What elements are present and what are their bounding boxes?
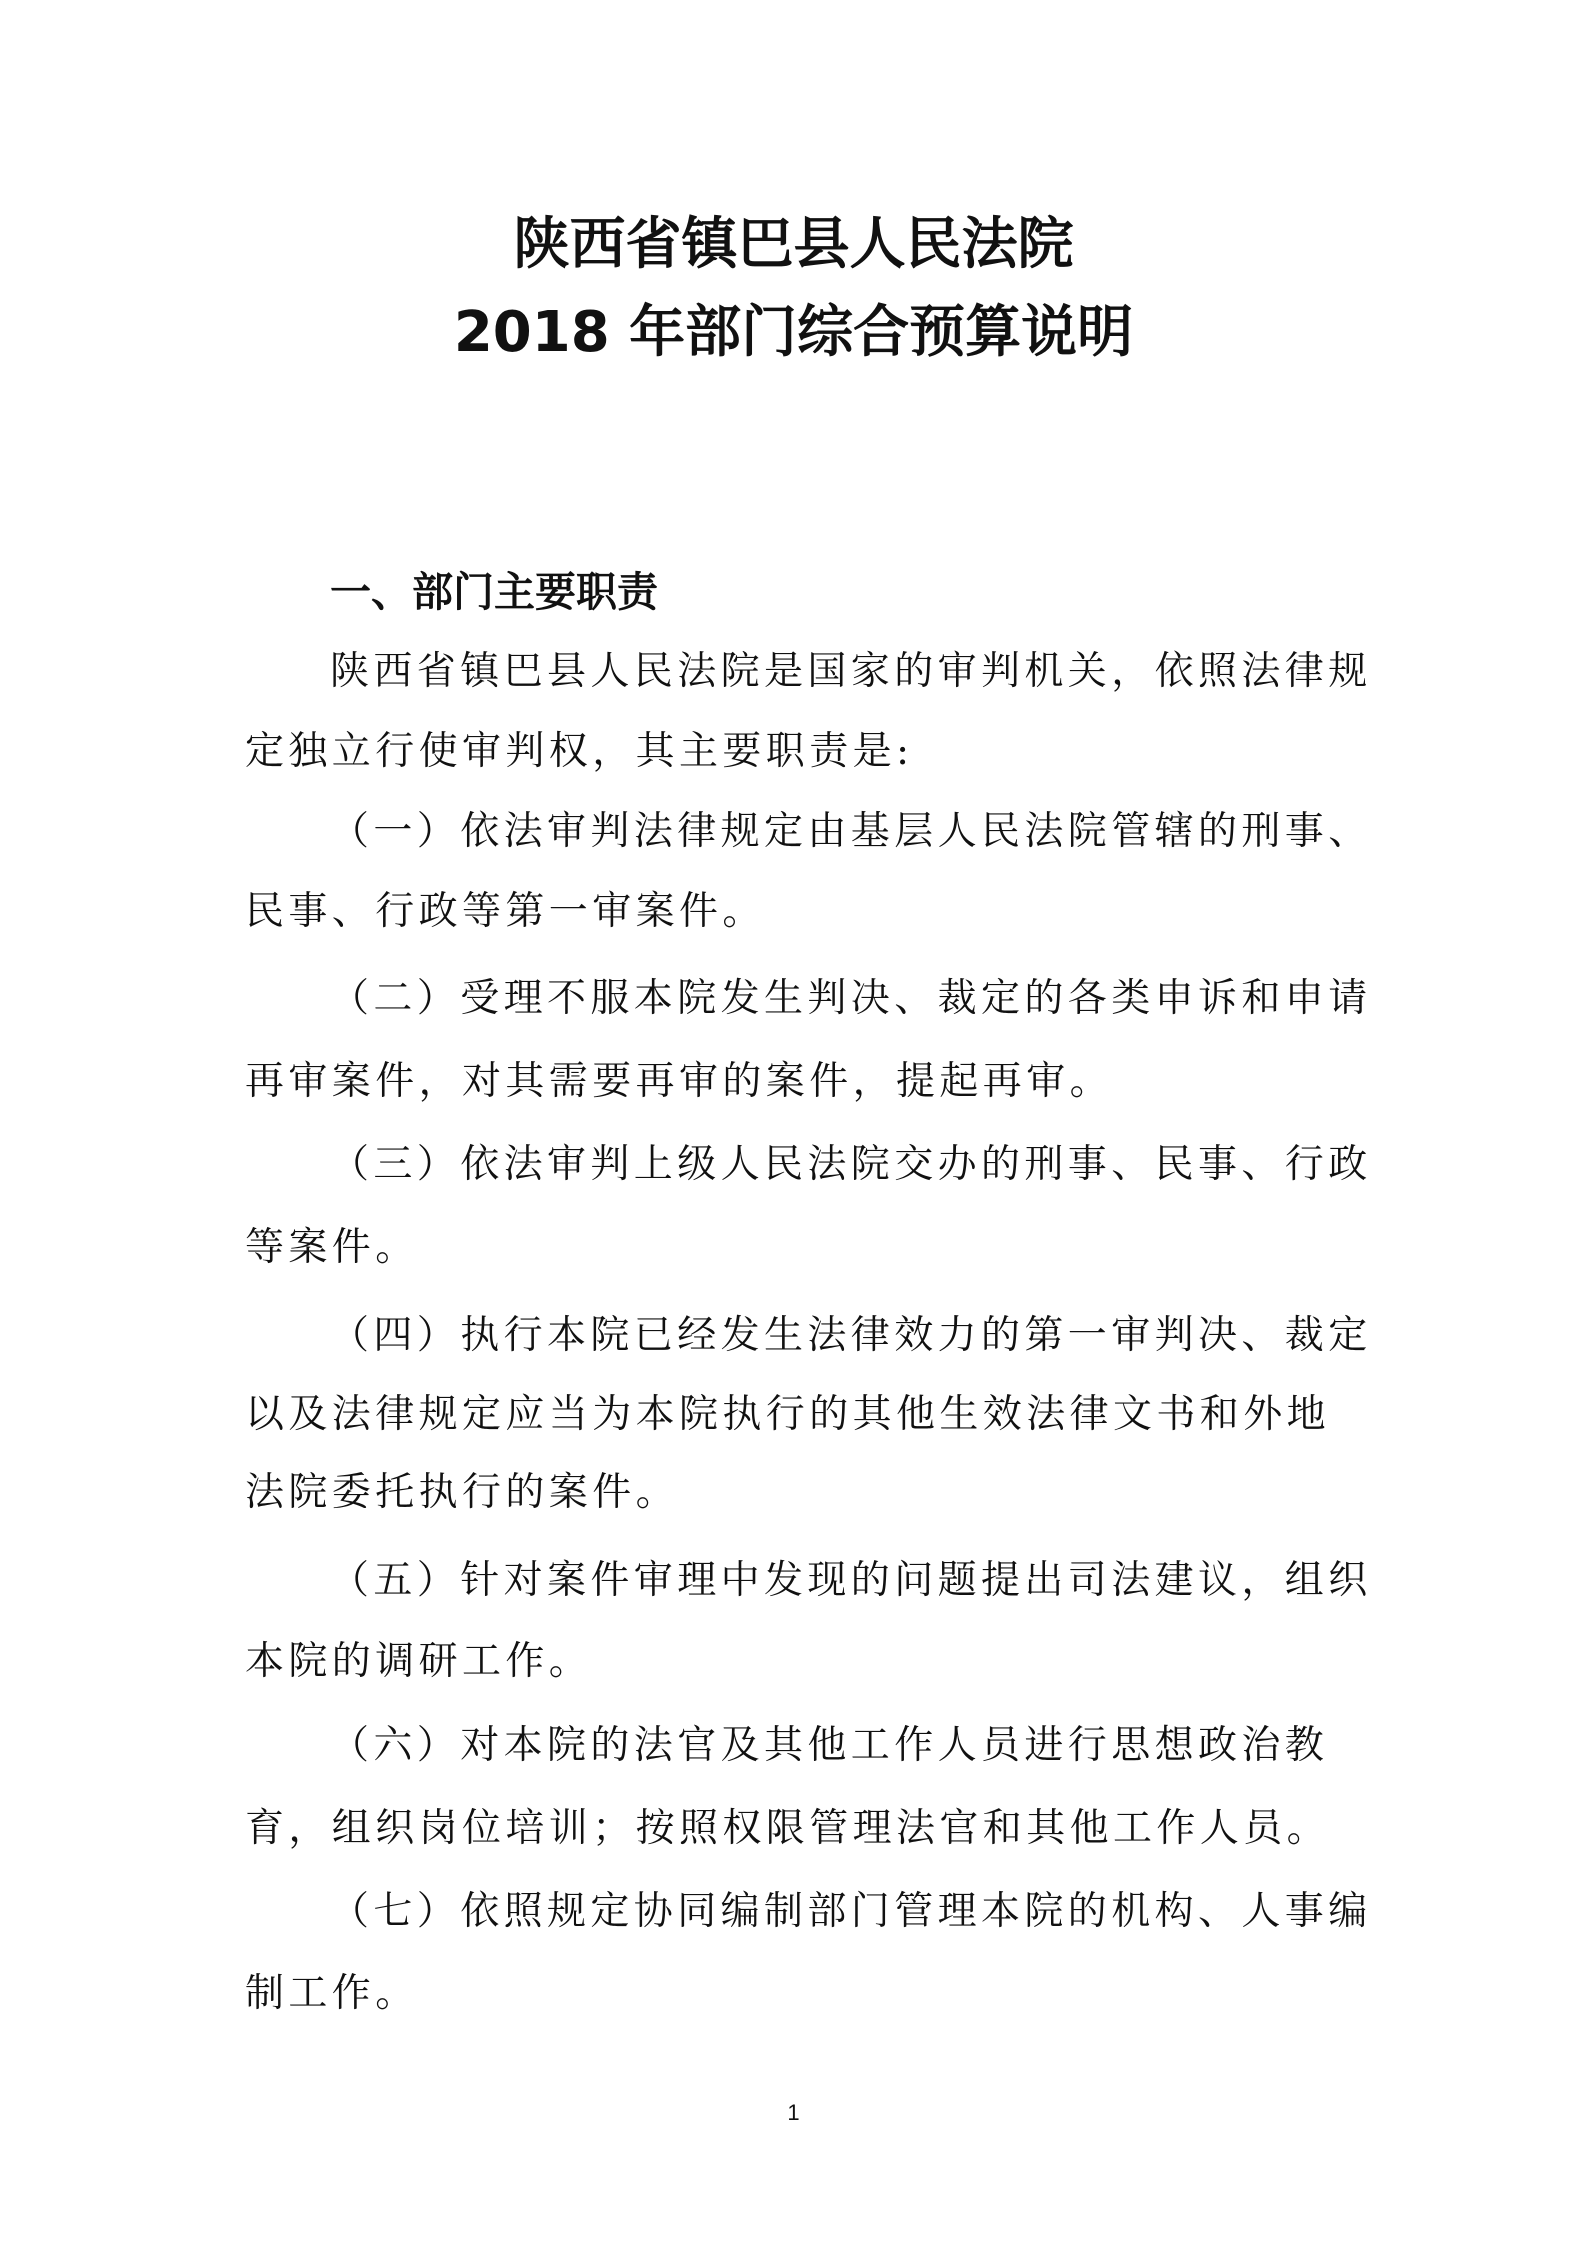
page-number: 1 [787, 2100, 800, 2125]
body-line: 等案件。 [245, 1225, 419, 1270]
body-line: （一）依法审判法律规定由基层人民法院管辖的刑事、 [330, 809, 1372, 854]
body-line: （三）依法审判上级人民法院交办的刑事、民事、行政 [330, 1142, 1372, 1187]
document-title-line-2: 2018 年部门综合预算说明 [453, 300, 1134, 365]
body-line: 再审案件，对其需要再审的案件，提起再审。 [245, 1059, 1114, 1104]
body-line: 本院的调研工作。 [245, 1639, 593, 1684]
body-line: （五）针对案件审理中发现的问题提出司法建议，组织 [330, 1558, 1372, 1603]
body-line: 育，组织岗位培训；按照权限管理法官和其他工作人员。 [245, 1806, 1331, 1851]
body-line: 法院委托执行的案件。 [245, 1470, 680, 1515]
body-line: 民事、行政等第一审案件。 [245, 889, 766, 934]
body-line: （六）对本院的法官及其他工作人员进行思想政治教 [330, 1723, 1329, 1768]
body-line: 以及法律规定应当为本院执行的其他生效法律文书和外地 [245, 1392, 1331, 1437]
body-line: （四）执行本院已经发生法律效力的第一审判决、裁定 [330, 1313, 1372, 1358]
body-line: 制工作。 [245, 1971, 419, 2016]
body-line: （七）依照规定协同编制部门管理本院的机构、人事编 [330, 1889, 1372, 1934]
body-line: 定独立行使审判权，其主要职责是: [245, 729, 914, 774]
body-line: 陕西省镇巴县人民法院是国家的审判机关，依照法律规 [330, 649, 1372, 694]
section-heading: 一、部门主要职责 [330, 568, 658, 616]
body-line: （二）受理不服本院发生判决、裁定的各类申诉和申请 [330, 976, 1372, 1021]
document-title-line-1: 陕西省镇巴县人民法院 [513, 212, 1074, 277]
